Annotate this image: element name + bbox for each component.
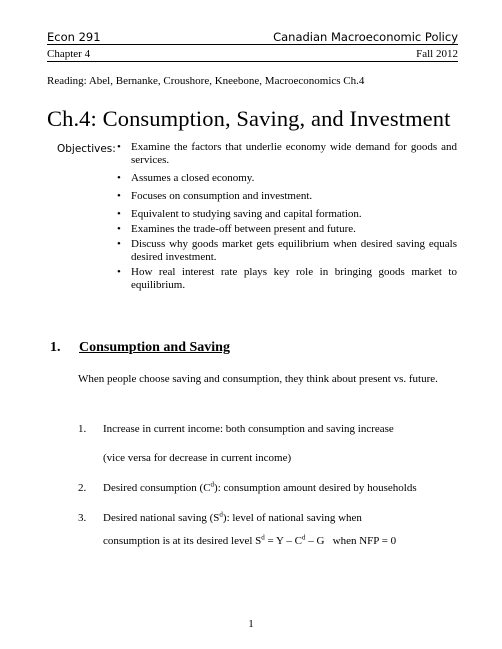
list-item-number: 2.	[78, 482, 87, 494]
course-code: Econ 291	[47, 30, 101, 44]
course-title: Canadian Macroeconomic Policy	[273, 30, 458, 44]
running-header-top	[47, 30, 458, 44]
bullet-icon: •	[117, 266, 121, 278]
objective-item: • Assumes a closed economy.	[117, 172, 255, 184]
list-item-text: (vice versa for decrease in current income)	[103, 452, 292, 464]
list-item-text: Desired national saving $(S^d)$: level of national saving when	[103, 510, 362, 524]
bullet-icon: •	[117, 238, 121, 250]
objective-item: • How real interest rate plays key role in bringing goods market to equilibrium.	[117, 266, 457, 291]
header-rule-top	[47, 44, 458, 45]
list-item-formula: consumption is at its desired level $S^d = Y - C^d - G$ when NFP = 0	[103, 533, 397, 547]
section-number: 1.	[50, 340, 61, 355]
list-item-number: 1.	[78, 423, 87, 435]
bullet-icon: •	[117, 190, 121, 202]
reading-reference: Reading: Abel, Bernanke, Croushore, Kneebone, Macroeconomics Ch.4	[47, 75, 365, 87]
page-title: Ch.4: Consumption, Saving, and Investment	[47, 106, 451, 131]
section-title: Consumption and Saving	[79, 340, 230, 355]
list-item-number: 3.	[78, 512, 87, 524]
objective-item: • Focuses on consumption and investment.	[117, 190, 313, 202]
objectives-list	[117, 141, 457, 292]
running-header-bottom	[47, 48, 458, 60]
page-number: 1	[248, 618, 254, 630]
bullet-icon: •	[117, 172, 121, 184]
objectives-label: Objectives:	[57, 143, 116, 155]
section-intro: When people choose saving and consumption, they think about present vs. future.	[78, 373, 438, 385]
bullet-icon: •	[117, 223, 121, 235]
objective-item: • Examine the factors that underlie economy wide demand for goods and services.	[117, 141, 457, 166]
chapter-label: Chapter 4	[47, 48, 91, 60]
bullet-icon: •	[117, 208, 121, 220]
header-rule-bottom	[47, 61, 458, 62]
bullet-icon: •	[117, 141, 121, 153]
term-label: Fall 2012	[416, 48, 458, 60]
objective-item: • Examines the trade-off between present and future.	[117, 223, 356, 235]
list-item-text: Desired consumption $(C^d)$: consumption amount desired by households	[103, 480, 417, 494]
objective-item: • Discuss why goods market gets equilibrium when desired saving equals desired investment.	[117, 238, 457, 263]
list-item-text: Increase in current income: both consumption and saving increase	[103, 423, 394, 435]
objective-item: • Equivalent to studying saving and capital formation.	[117, 208, 362, 220]
